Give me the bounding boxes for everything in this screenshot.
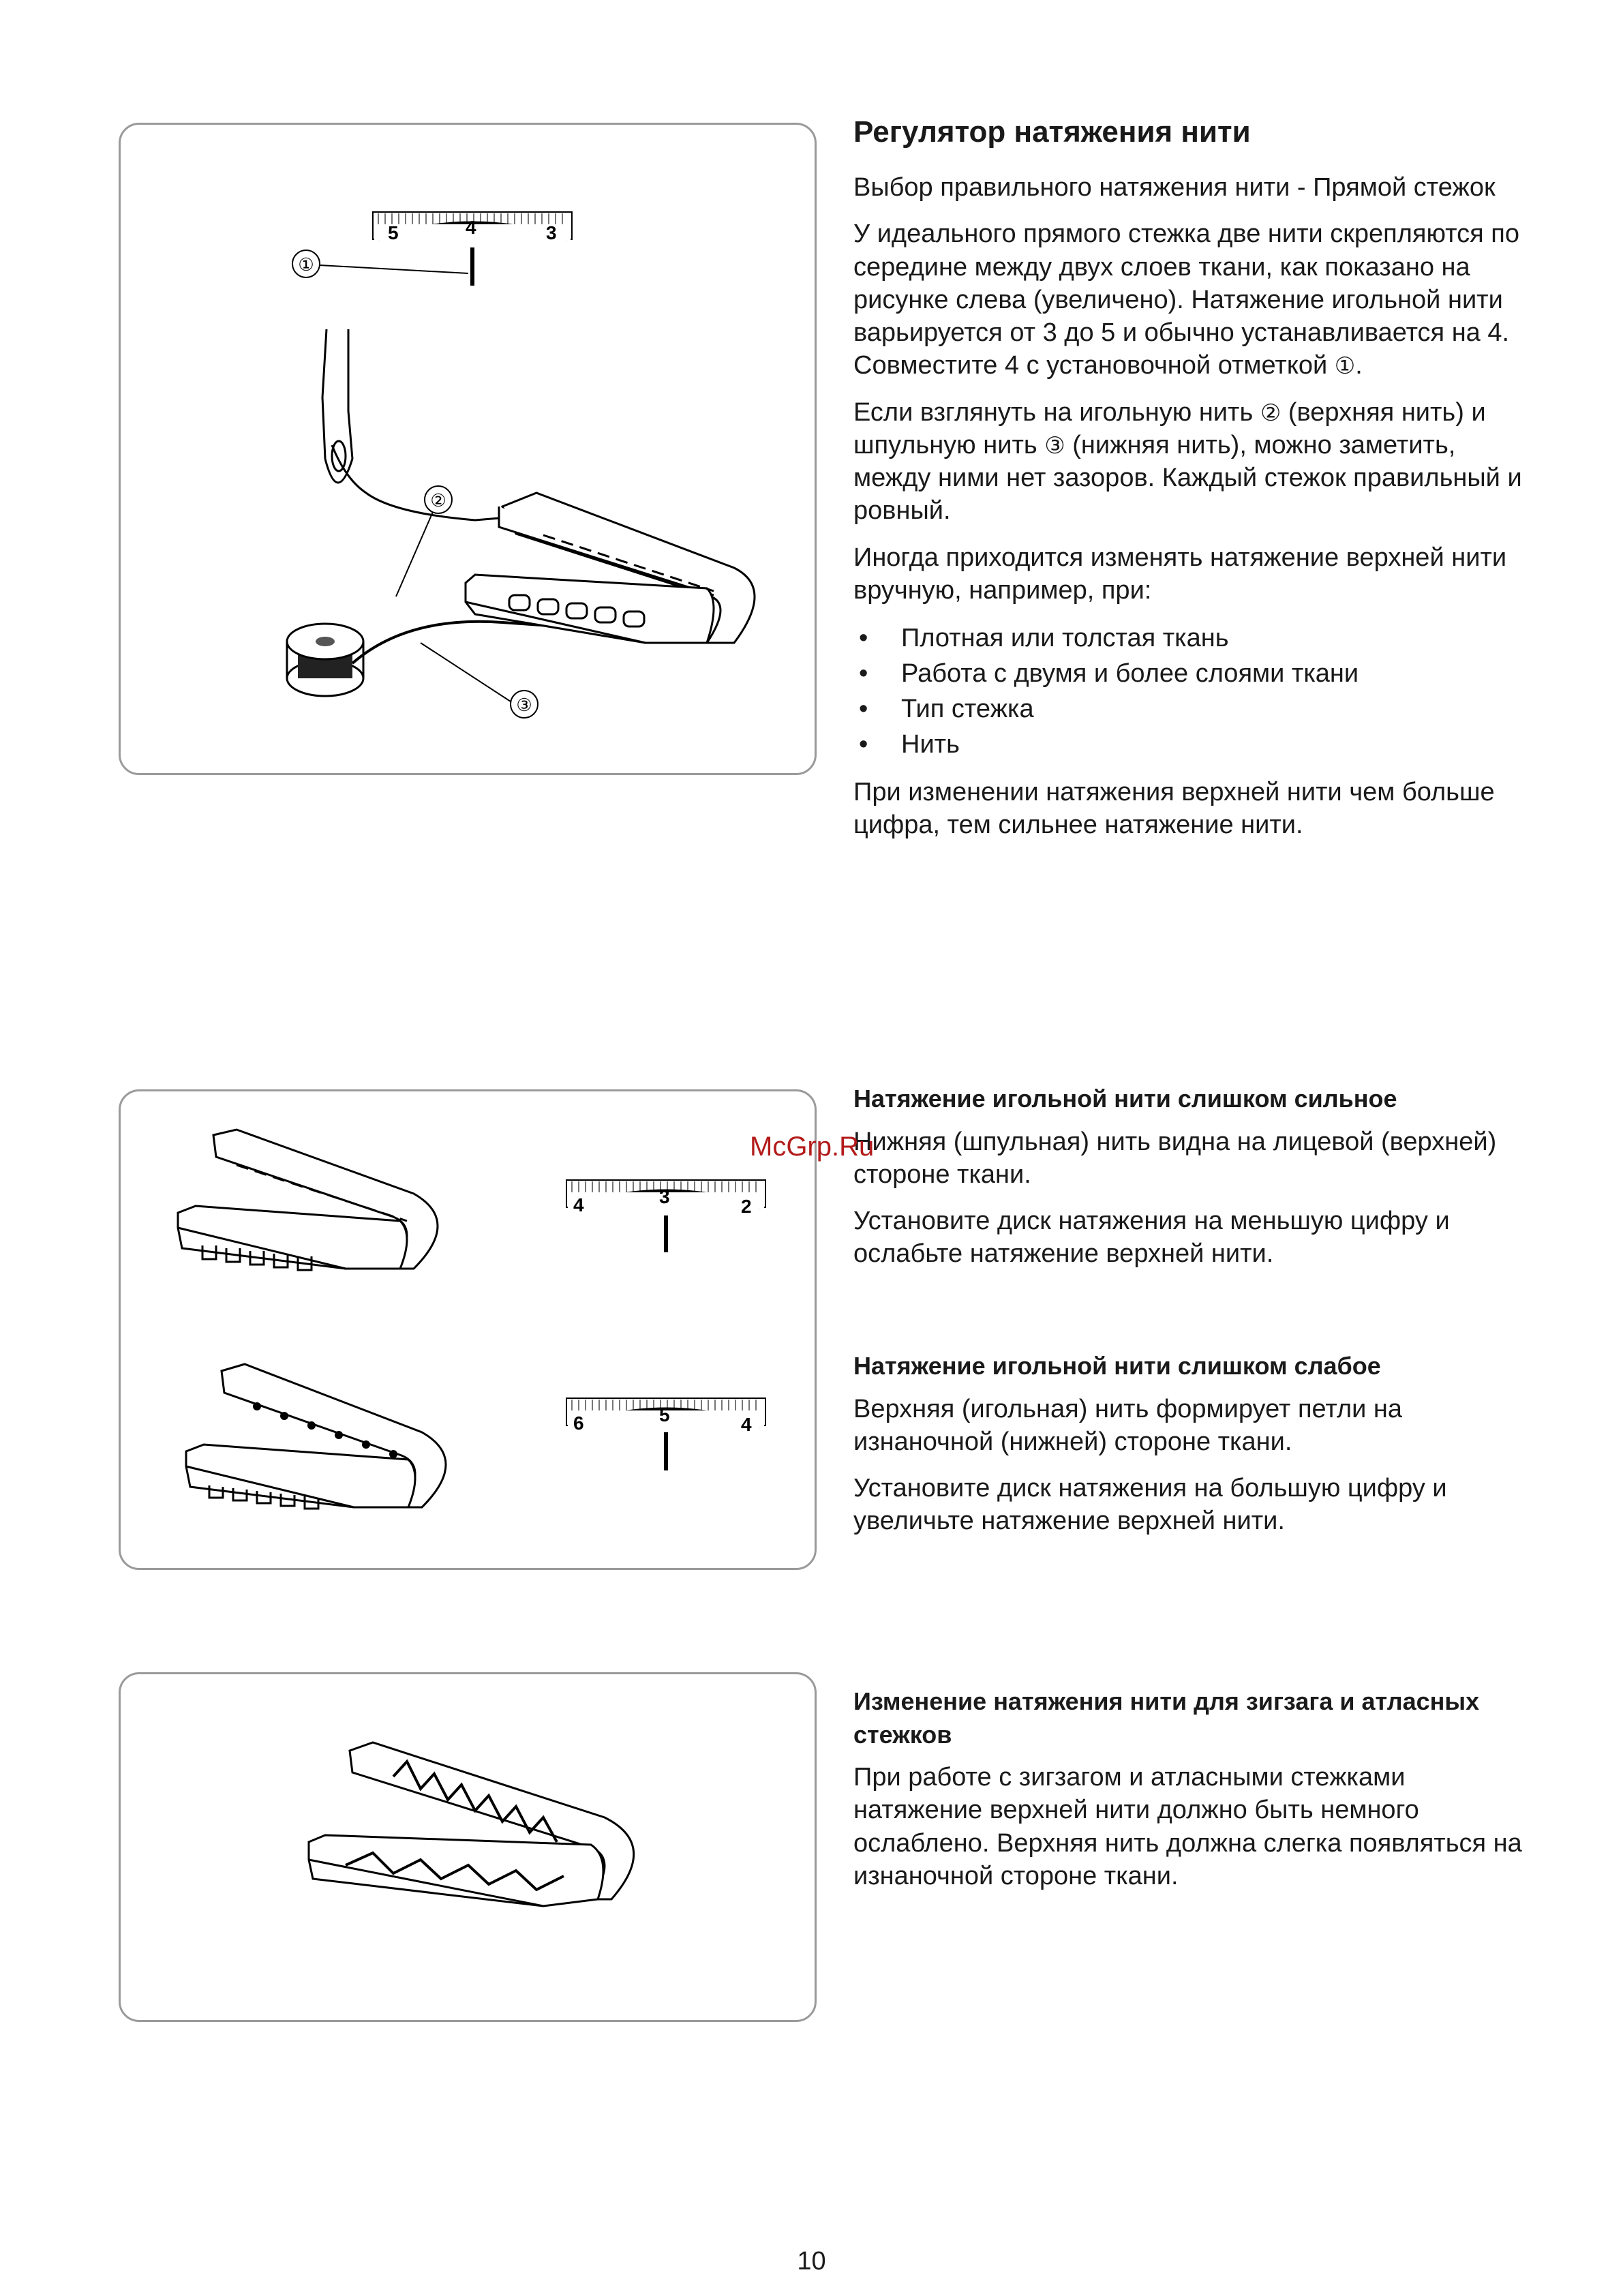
paragraph: При работе с зигзагом и атласными стежками натяжение верхней нити должно быть немного ослаблено. Верхняя нить должна слегка появляться на изнаночной стороне ткани. <box>853 1763 1522 1890</box>
callout-1: ① <box>298 254 314 275</box>
list-item: • Нить <box>859 730 960 759</box>
section-tension-too-tight <box>853 1083 1535 1284</box>
fabric-fold-loose <box>186 1364 446 1507</box>
dial-tight-right: 2 <box>741 1196 752 1217</box>
section-title: Регулятор натяжения нити <box>853 115 1251 149</box>
zigzag-illustration <box>121 1674 817 2022</box>
tension-dial-loose <box>566 1398 765 1470</box>
section-tension-too-loose <box>853 1350 1535 1552</box>
dial-tight-center: 3 <box>659 1186 670 1207</box>
paragraph: Выбор правильного натяжения нити - Прямой стежок <box>853 173 1496 202</box>
watermark: McGrp.Ru <box>750 1132 875 1162</box>
callout-3: ③ <box>516 695 532 715</box>
dial-loose-left: 6 <box>573 1413 584 1434</box>
dial-loose-right: 4 <box>741 1414 752 1435</box>
list-item: • Работа с двумя и более слоями ткани <box>859 659 1359 689</box>
dial-label-left: 5 <box>388 222 399 243</box>
marker-3: ③ <box>1044 432 1065 459</box>
list-item: • Тип стежка <box>859 695 1034 724</box>
marker-2: ② <box>1260 399 1281 426</box>
figure-panel-tension-dial <box>119 123 817 775</box>
paragraph: Верхняя (игольная) нить формирует петли на изнаночной (нижней) стороне ткани. <box>853 1394 1403 1456</box>
paragraph: При изменении натяжения верхней нити чем больше цифра, тем сильнее натяжение нити. <box>853 778 1495 840</box>
tension-illustration-2 <box>121 1091 817 1570</box>
dial-tight-left: 4 <box>573 1194 584 1215</box>
bullet-list <box>853 620 1535 762</box>
tension-illustration-1 <box>121 125 817 775</box>
figure-panel-tension-tight-loose <box>119 1089 817 1570</box>
tension-dial <box>373 212 572 286</box>
paragraph: Установите диск натяжения на меньшую цифру и ослабьте натяжение верхней нити. <box>853 1207 1450 1269</box>
paragraph: Если взглянуть на игольную нить ② (верхняя нить) и шпульную нить ③ (нижняя нить), можно заметить, между ними нет зазоров. Каждый стежок правильный и ровный. <box>853 397 1522 526</box>
dial-label-center: 4 <box>466 217 476 238</box>
list-item: • Плотная или толстая ткань <box>859 624 1229 652</box>
section-tension-regulator <box>853 113 1535 856</box>
paragraph: Нижняя (шпульная) нить видна на лицевой (верхней) стороне ткани. <box>853 1127 1497 1189</box>
dial-loose-center: 5 <box>659 1404 670 1425</box>
marker-1: ① <box>1334 353 1356 380</box>
dial-label-right: 3 <box>546 222 557 243</box>
section-title: Натяжение игольной нити слишком сильное <box>853 1085 1397 1113</box>
bobbin <box>287 622 598 696</box>
figure-panel-zigzag <box>119 1672 817 2022</box>
tension-dial-tight <box>566 1180 765 1252</box>
paragraph: У идеального прямого стежка две нити скрепляются по середине между двух слоев ткани, как показано на рисунке слева (увеличено). Натяжение игольной нити варьируется от 3 до 5 и обычно устанавливается на 4. Совместите 4 с установочной отметкой ①. <box>853 220 1519 380</box>
paragraph: Иногда приходится изменять натяжение верхней нити вручную, например, при: <box>853 543 1507 605</box>
section-title: Изменение натяжения нити для зигзага и атласных стежков <box>853 1687 1480 1749</box>
page-number: 10 <box>797 2247 826 2276</box>
section-zigzag-tension <box>853 1685 1535 1906</box>
fabric-fold-zigzag <box>309 1742 634 1906</box>
section-title: Натяжение игольной нити слишком слабое <box>853 1352 1381 1380</box>
callout-2: ② <box>430 490 446 511</box>
paragraph: Установите диск натяжения на большую цифру и увеличьте натяжение верхней нити. <box>853 1474 1447 1536</box>
fabric-fold <box>466 493 755 643</box>
